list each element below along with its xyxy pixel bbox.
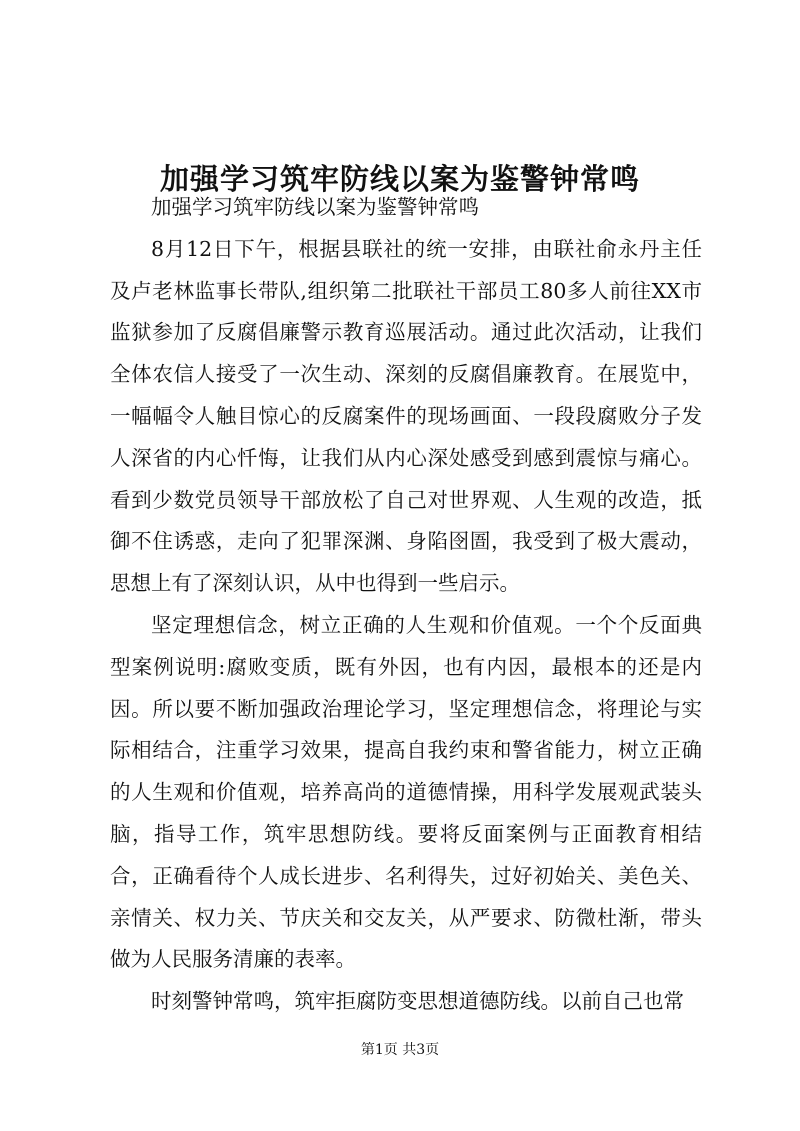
- document-body: [110, 187, 702, 1023]
- page-footer: 第1页 共3页: [360, 1042, 440, 1058]
- body-paragraph: 时刻警钟常鸣，筑牢拒腐防变思想道德防线。以前自己也常: [151, 989, 684, 1014]
- subtitle-paragraph: 加强学习筑牢防线以案为鉴警钟常鸣: [151, 195, 479, 219]
- body-paragraph: 8月12日下午，根据县联社的统一安排，由联社俞永丹主任及卢老林监事长带队,组织第二批联社干部员工80多人前往XX市监狱参加了反腐倡廉警示教育巡展活动。通过此次活动，让我们全体农信人接受了一次生动、深刻的反腐倡廉教育。在展览中，一幅幅令人触目惊心的反腐案件的现场画面、一段段腐败分子发人深省的内心忏悔，让我们从内心深处感受到感到震惊与痛心。看到少数党员领导干部放松了自己对世界观、人生观的改造，抵御不住诱惑，走向了犯罪深渊、身陷囹圄，我受到了极大震动，思想上有了深刻认识，从中也得到一些启示。: [110, 236, 702, 596]
- body-paragraph: 坚定理想信念，树立正确的人生观和价值观。一个个反面典型案例说明:腐败变质，既有外因，也有内因，最根本的还是内因。所以要不断加强政治理论学习，坚定理想信念，将理论与实际相结合，注重学习效果，提高自我约束和警省能力，树立正确的人生观和价值观，培养高尚的道德情操，用科学发展观武装头脑，指导工作，筑牢思想防线。要将反面案例与正面教育相结合，正确看待个人成长进步、名利得失，过好初始关、美色关、亲情关、权力关、节庆关和交友关，从严要求、防微杜渐，带头做为人民服务清廉的表率。: [110, 612, 702, 972]
- document-title: 加强学习筑牢防线以案为鉴警钟常鸣: [159, 162, 640, 197]
